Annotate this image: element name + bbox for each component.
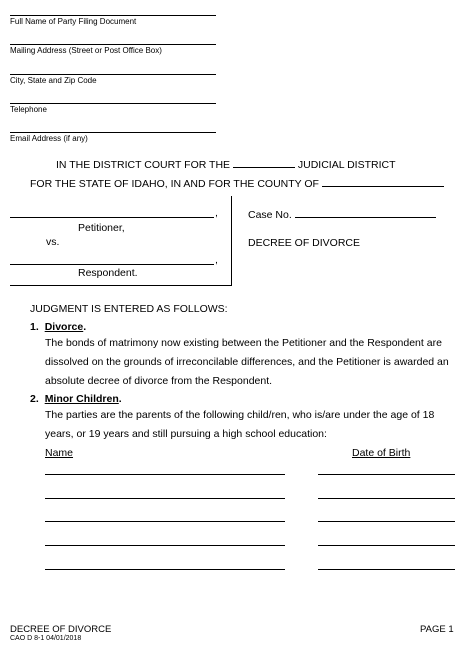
respondent-label: Respondent. <box>78 267 138 279</box>
city-state-zip-line[interactable] <box>10 74 216 75</box>
section-1-period: . <box>83 321 87 333</box>
petitioner-comma: , <box>215 207 218 219</box>
city-state-zip-label: City, State and Zip Code <box>10 76 97 85</box>
telephone-label: Telephone <box>10 105 47 114</box>
mailing-address-label: Mailing Address (Street or Post Office Box) <box>10 46 162 55</box>
child-dob-line[interactable] <box>318 545 455 546</box>
county-blank[interactable] <box>322 175 444 187</box>
court-line-1 <box>56 156 396 171</box>
section-1-text: The bonds of matrimony now existing between the Petitioner and the Respondent are dissolved on the grounds of irreconcilable differences, and the Petitioner is awarded an absolute decree of divorce from the Respondent. <box>45 337 449 387</box>
child-name-line[interactable] <box>45 569 285 570</box>
caption-vertical-divider <box>231 196 232 286</box>
section-2-title: Minor Children <box>44 393 119 405</box>
section-1-number: 1. <box>30 321 39 333</box>
child-name-line[interactable] <box>45 521 285 522</box>
section-1-heading <box>30 321 86 333</box>
section-2-number: 2. <box>30 393 39 405</box>
case-number-label: Case No. <box>248 209 292 221</box>
court-line-1-b: JUDICIAL DISTRICT <box>297 159 396 171</box>
petitioner-name-line[interactable] <box>10 217 214 218</box>
email-label: Email Address (if any) <box>10 134 88 143</box>
child-dob-line[interactable] <box>318 474 455 475</box>
respondent-comma: , <box>215 254 218 266</box>
case-number-field[interactable] <box>295 206 436 218</box>
court-line-2 <box>30 175 444 190</box>
children-dob-header: Date of Birth <box>352 447 411 459</box>
case-number-row <box>248 206 436 221</box>
child-name-line[interactable] <box>45 545 285 546</box>
judicial-district-blank[interactable] <box>233 156 295 168</box>
footer-code: CAO D 8-1 04/01/2018 <box>10 635 82 642</box>
petitioner-label: Petitioner, <box>78 222 125 234</box>
court-line-2-text: FOR THE STATE OF IDAHO, IN AND FOR THE COUNTY OF <box>30 178 319 190</box>
section-2-period: . <box>118 393 122 405</box>
child-dob-line[interactable] <box>318 498 455 499</box>
child-name-line[interactable] <box>45 474 285 475</box>
children-name-header: Name <box>45 447 74 459</box>
section-2-heading <box>30 393 122 405</box>
email-line[interactable] <box>10 132 216 133</box>
telephone-line[interactable] <box>10 103 216 104</box>
footer-page: PAGE 1 <box>420 624 454 635</box>
full-name-label: Full Name of Party Filing Document <box>10 17 137 26</box>
respondent-name-line[interactable] <box>10 264 214 265</box>
child-dob-line[interactable] <box>318 521 455 522</box>
caption-bottom-divider <box>10 285 232 286</box>
court-line-1-a: IN THE DISTRICT COURT FOR THE <box>56 159 231 171</box>
footer-title: DECREE OF DIVORCE <box>10 624 112 635</box>
mailing-address-line[interactable] <box>10 44 216 45</box>
vs-label: vs. <box>46 236 60 248</box>
child-dob-line[interactable] <box>318 569 455 570</box>
judgment-heading: JUDGMENT IS ENTERED AS FOLLOWS: <box>30 303 228 315</box>
section-1-title: Divorce <box>44 321 84 333</box>
document-title: DECREE OF DIVORCE <box>248 237 361 249</box>
section-2-text: The parties are the parents of the following child/ren, who is/are under the age of 18 years, or 19 years and still pursuing a high school education: <box>45 409 435 440</box>
full-name-line[interactable] <box>10 15 216 16</box>
child-name-line[interactable] <box>45 498 285 499</box>
